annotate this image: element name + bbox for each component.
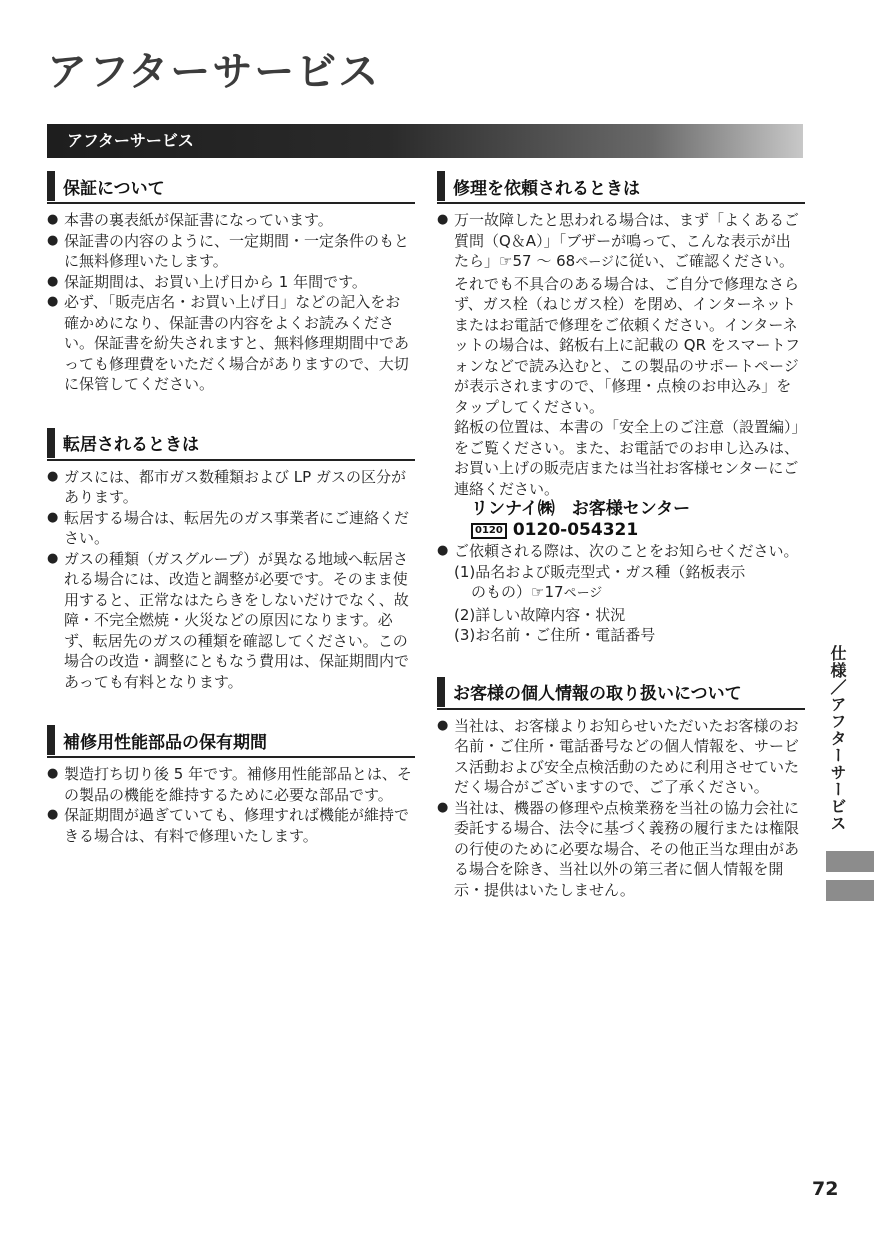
list-item: ● ガスの種類（ガスグループ）が異なる地域へ転居される場合には、改造と調整が必要です。そのまま使用すると、正常なはたらきをしないだけでなく、故障・不完全燃焼・火災などの原因になります。必ず、転居先のガスの種類を確認してください。この場合の改造・調整にともなう費用は、保証期間内であっても有料となります。 xyxy=(47,549,415,693)
reference-pages: 17 xyxy=(544,583,564,601)
parts-heading xyxy=(47,724,415,758)
contact-phone-line xyxy=(437,520,805,541)
reference-unit: ページ xyxy=(563,586,603,601)
info-item-2: (2)詳しい故障内容・状況 xyxy=(454,605,626,624)
parts-section xyxy=(47,724,415,846)
warranty-list xyxy=(47,210,415,395)
side-tab-label: 仕様／アフターサービス xyxy=(828,645,847,832)
list-item: ● 保証期間は、お買い上げ日から 1 年間です。 xyxy=(47,272,415,293)
repair-heading-text: 修理を依頼されるときは xyxy=(453,178,640,199)
info-list xyxy=(437,562,805,646)
info-item-1-cont xyxy=(454,582,805,605)
freedial-icon: 0120 xyxy=(471,523,507,539)
page-number: 72 xyxy=(812,1178,839,1200)
parts-list xyxy=(47,764,415,846)
warranty-heading xyxy=(47,170,415,204)
moving-heading xyxy=(47,427,415,461)
heading-bar xyxy=(437,677,445,707)
repair-list xyxy=(437,210,805,417)
info-item-1: (1)品名および販売型式・ガス種（銘板表示 xyxy=(454,562,746,581)
repair-heading xyxy=(437,170,805,204)
repair-section xyxy=(437,170,805,646)
section-banner-label: アフターサービス xyxy=(67,131,194,150)
reference-unit: ページ xyxy=(575,255,614,270)
side-tab-marker xyxy=(826,880,874,901)
privacy-list xyxy=(437,716,805,901)
list-item: ● ガスには、都市ガス数種類および LP ガスの区分があります。 xyxy=(47,467,415,508)
reference-pages: 57 ～ 68 xyxy=(512,252,576,270)
warranty-heading-text: 保証について xyxy=(63,178,165,199)
list-item: ● 本書の裏表紙が保証書になっています。 xyxy=(47,210,415,231)
info-item-3: (3)お名前・ご住所・電話番号 xyxy=(454,626,656,644)
info-item-1-text: のもの） xyxy=(471,583,532,601)
list-item: ● ご依頼される際は、次のことをお知らせください。 xyxy=(437,541,805,562)
heading-bar xyxy=(437,171,445,201)
left-column xyxy=(47,170,415,874)
list-item: ● 必ず、「販売店名・お買い上げ日」などの記入をお確かめになり、保証書の内容をよくお読みください。保証書を紛失されますと、無料修理期間中であっても修理費をいただく場合がありますので、大切に保管してください。 xyxy=(47,292,415,395)
reference-icon: ☞ xyxy=(531,583,545,601)
heading-bar xyxy=(47,428,55,458)
list-item xyxy=(437,210,805,417)
contact-name: リンナイ㈱ お客様センター xyxy=(471,499,691,519)
phone-number: 0120-054321 xyxy=(512,520,639,540)
moving-list xyxy=(47,467,415,693)
heading-bar xyxy=(47,171,55,201)
repair-text-a: 万一故障したと思われる場合は、まず「よくあるご質問（Q＆A）」「ブザーが鳴って、こんな表示が出たら」 xyxy=(454,211,800,270)
list-item: ● 製造打ち切り後 5 年です。補修用性能部品とは、その製品の機能を維持するために必要な部品です。 xyxy=(47,764,415,805)
list-item: ● 保証期間が過ぎていても、修理すれば機能が維持できる場合は、有料で修理いたします。 xyxy=(47,805,415,846)
right-column xyxy=(437,170,805,928)
privacy-section xyxy=(437,676,805,901)
section-banner xyxy=(47,124,803,158)
list-item: ● 当社は、お客様よりお知らせいただいたお客様のお名前・ご住所・電話番号などの個人情報を、サービス活動および安全点検活動のために利用させていただく場合がございますので、ご了承ください。 xyxy=(437,716,805,798)
list-item: ● 保証書の内容のように、一定期間・一定条件のもとに無料修理いたします。 xyxy=(47,231,415,272)
request-list xyxy=(437,541,805,562)
page-title: アフターサービス xyxy=(47,49,381,95)
side-tab-marker xyxy=(826,851,874,872)
privacy-heading xyxy=(437,676,805,710)
moving-section xyxy=(47,427,415,693)
nameplate-paragraph: 銘板の位置は、本書の「安全上のご注意（設置編）」をご覧ください。また、お電話でのお申し込みは、お買い上げの販売店または当社お客様センターにご連絡ください。 xyxy=(454,418,800,498)
reference-icon: ☞ xyxy=(499,252,513,270)
moving-heading-text: 転居されるときは xyxy=(63,435,199,455)
list-item: ● 転居する場合は、転居先のガス事業者にご連絡ください。 xyxy=(47,508,415,549)
warranty-section xyxy=(47,170,415,395)
repair-text-b: に従い、ご確認ください。それでも不具合のある場合は、ご自分で修理なさらず、ガス栓（ねじガス栓）を閉め、インターネットまたはお電話で修理をご依頼ください。インターネットの場合は、銘板右上に記載の QR をスマートフォンなどで読み込むと、この製品のサポートページが表示されますので、「修理・点検のお申込み」をタップしてください。 xyxy=(454,252,801,416)
heading-bar xyxy=(47,725,55,755)
parts-heading-text: 補修用性能部品の保有期間 xyxy=(63,732,267,753)
list-item: ● 当社は、機器の修理や点検業務を当社の協力会社に委託する場合、法令に基づく義務の履行または権限の行使のために必要な場合、その他正当な理由がある場合を除き、当社以外の第三者に個人情報を開示・提供はいたしません。 xyxy=(437,798,805,901)
privacy-heading-text: お客様の個人情報の取り扱いについて xyxy=(453,684,742,704)
